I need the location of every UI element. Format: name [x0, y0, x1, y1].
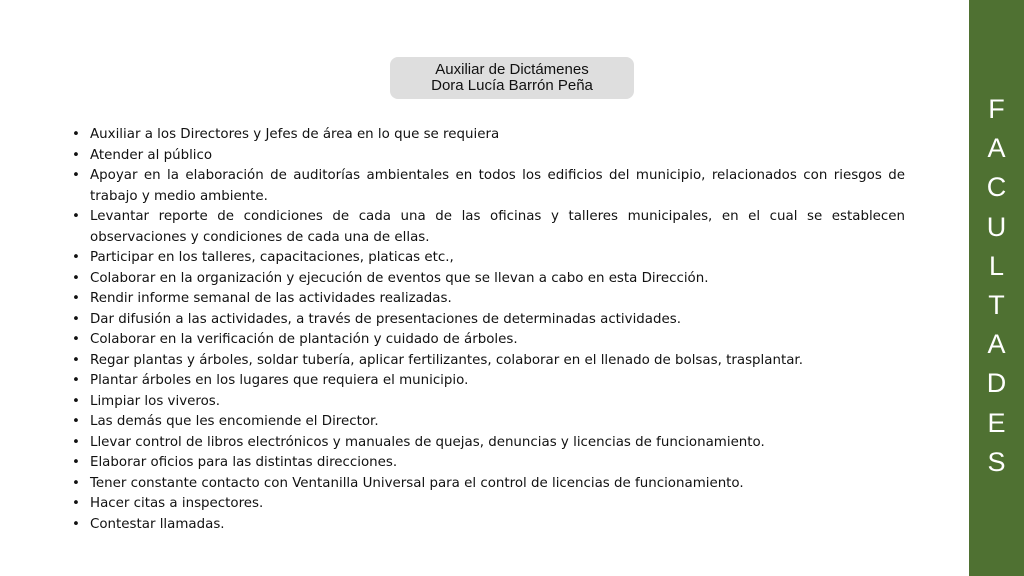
sidebar-letter: E [987, 407, 1006, 438]
list-item: • Colaborar en la organización y ejecución de eventos que se llevan a cabo en esta Dirección. [72, 269, 905, 290]
facultades-sidebar [969, 0, 1024, 576]
list-item: • Auxiliar a los Directores y Jefes de área en lo que se requiera [72, 125, 905, 146]
sidebar-letter: C [986, 172, 1007, 203]
list-item: • Regar plantas y árboles, soldar tubería, aplicar fertilizantes, colaborar en el llenado de bolsas, trasplantar. [72, 351, 905, 372]
duties-list [72, 125, 905, 535]
list-item: • Rendir informe semanal de las actividades realizadas. [72, 289, 905, 310]
list-item: • Colaborar en la verificación de plantación y cuidado de árboles. [72, 330, 905, 351]
list-item: • Elaborar oficios para las distintas direcciones. [72, 453, 905, 474]
sidebar-letter: A [987, 133, 1006, 164]
sidebar-letter: F [988, 94, 1005, 124]
list-item: • Atender al público [72, 146, 905, 167]
sidebar-letter: L [988, 250, 1005, 281]
sidebar-letter: U [986, 211, 1007, 242]
title-box [390, 57, 634, 99]
role-title: Auxiliar de Dictámenes [435, 61, 589, 78]
facultades-vertical-label [969, 90, 1024, 482]
person-name: Dora Lucía Barrón Peña [431, 77, 593, 94]
list-item: • Levantar reporte de condiciones de cada una de las oficinas y talleres municipales, en el cual se establecen observaciones y condiciones de cada una de ellas. [72, 207, 905, 248]
list-item: • Contestar llamadas. [72, 515, 905, 536]
list-item: • Tener constante contacto con Ventanilla Universal para el control de licencias de funcionamiento. [72, 474, 905, 495]
sidebar-letter: T [988, 290, 1005, 321]
list-item: • Apoyar en la elaboración de auditorías ambientales en todos los edificios del municipio, relacionados con riesgos de trabajo y medio ambiente. [72, 166, 905, 207]
list-item: • Dar difusión a las actividades, a través de presentaciones de determinadas actividades. [72, 310, 905, 331]
list-item: • Las demás que les encomiende el Director. [72, 412, 905, 433]
list-item: • Llevar control de libros electrónicos y manuales de quejas, denuncias y licencias de funcionamiento. [72, 433, 905, 454]
list-item: • Hacer citas a inspectores. [72, 494, 905, 515]
sidebar-letter: D [986, 368, 1007, 399]
sidebar-letter: A [987, 329, 1006, 360]
list-item: • Participar en los talleres, capacitaciones, platicas etc., [72, 248, 905, 269]
list-item: • Limpiar los viveros. [72, 392, 905, 413]
list-item: • Plantar árboles en los lugares que requiera el municipio. [72, 371, 905, 392]
sidebar-letter: S [987, 446, 1006, 477]
